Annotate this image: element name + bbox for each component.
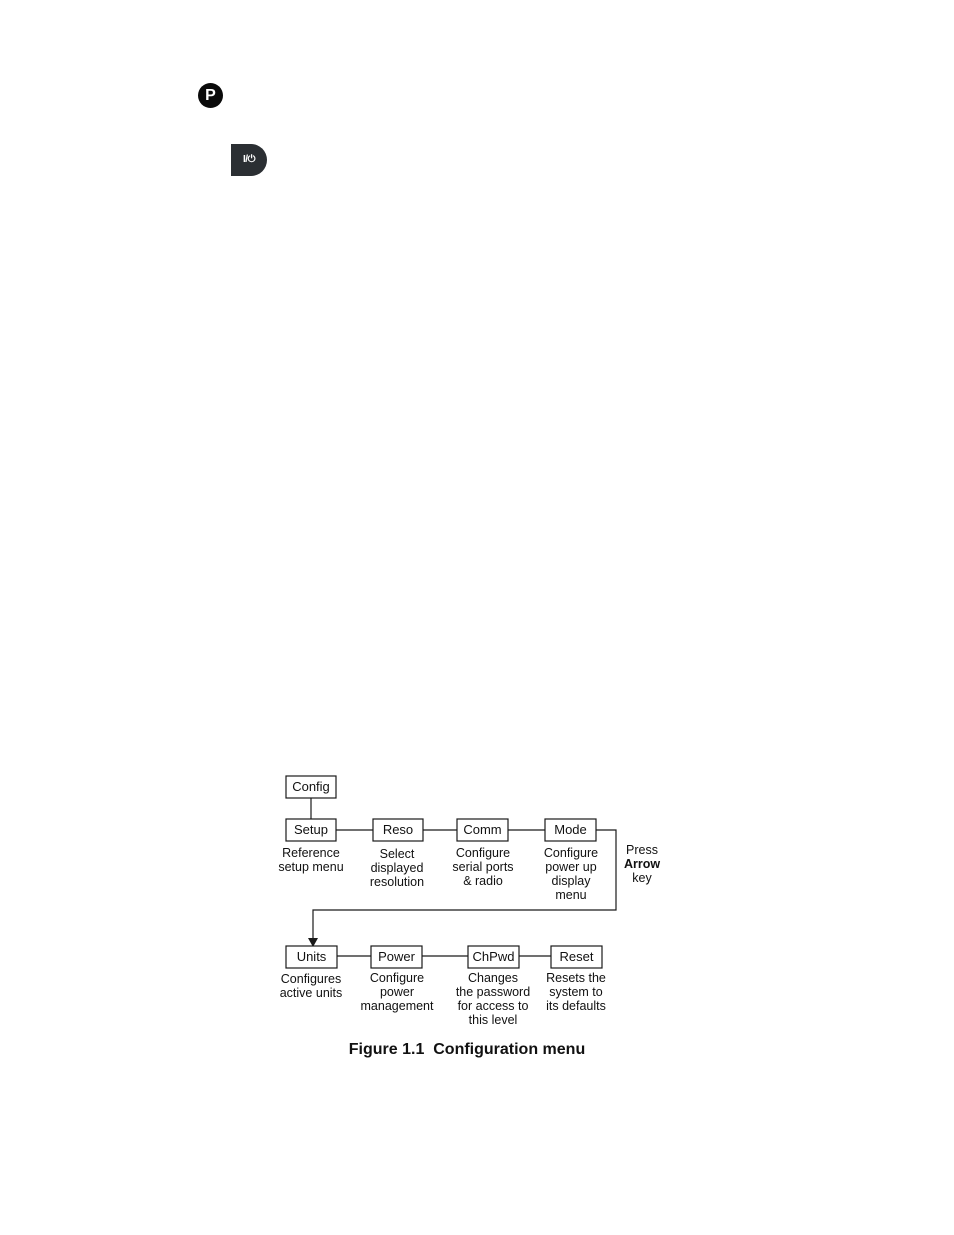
node-mode <box>545 819 596 841</box>
desc-reso-line: Select <box>379 847 415 861</box>
node-power-label: Power <box>378 949 415 964</box>
press-note-arrow: Arrow <box>623 857 661 871</box>
desc-mode-line: power up <box>545 860 597 874</box>
node-reset-label: Reset <box>559 949 594 964</box>
desc-chpwd-line: this level <box>468 1013 518 1027</box>
node-reset <box>551 946 602 968</box>
desc-power-line: management <box>360 999 434 1013</box>
desc-chpwd <box>456 971 530 1027</box>
desc-reset <box>546 971 606 1013</box>
desc-power-line: power <box>379 985 415 999</box>
node-setup <box>286 819 336 841</box>
figure-caption: Figure 1.1 Configuration menu <box>348 1041 586 1058</box>
desc-mode <box>544 846 598 902</box>
node-reso-label: Reso <box>382 822 414 837</box>
desc-comm-line: serial ports <box>452 860 514 874</box>
desc-units-line: active units <box>279 986 343 1000</box>
node-comm-label: Comm <box>463 822 502 837</box>
node-chpwd <box>468 946 519 968</box>
desc-reset-line: system to <box>549 985 603 999</box>
node-config-label: Config <box>292 779 330 794</box>
desc-reset-line: its defaults <box>546 999 606 1013</box>
desc-comm <box>452 846 513 888</box>
desc-units-line: Configures <box>280 972 342 986</box>
node-setup-label: Setup <box>294 822 328 837</box>
node-power <box>371 946 422 968</box>
desc-power-line: Configure <box>369 971 425 985</box>
node-config <box>286 776 336 798</box>
desc-units <box>280 972 343 1000</box>
press-note-line: Press <box>626 843 658 857</box>
desc-setup <box>278 846 343 874</box>
desc-chpwd-line: Changes <box>467 971 519 985</box>
desc-mode-line: menu <box>555 888 587 902</box>
p-key-glyph: P <box>205 87 216 104</box>
node-reso <box>373 819 423 841</box>
node-units <box>286 946 337 968</box>
desc-mode-line: Configure <box>543 846 599 860</box>
press-note-line: key <box>632 871 652 885</box>
node-chpwd-label: ChPwd <box>472 949 515 964</box>
node-units-label: Units <box>296 949 327 964</box>
node-comm <box>457 819 508 841</box>
desc-power <box>361 971 434 1013</box>
desc-reso-line: resolution <box>369 875 425 889</box>
node-mode-label: Mode <box>554 822 587 837</box>
desc-chpwd-line: for access to <box>457 999 529 1013</box>
desc-mode-line: display <box>551 874 591 888</box>
desc-comm-line: Configure <box>455 846 511 860</box>
desc-comm-line: & radio <box>463 874 503 888</box>
desc-setup-line: setup menu <box>278 860 344 874</box>
desc-reso <box>370 847 424 889</box>
desc-setup-line: Reference <box>282 846 340 860</box>
desc-chpwd-line: the password <box>455 985 531 999</box>
press-arrow-note <box>624 843 660 885</box>
power-key-glyph: I/⏻ <box>243 154 255 165</box>
desc-reso-line: displayed <box>370 861 424 875</box>
desc-reset-line: Resets the <box>546 971 606 985</box>
